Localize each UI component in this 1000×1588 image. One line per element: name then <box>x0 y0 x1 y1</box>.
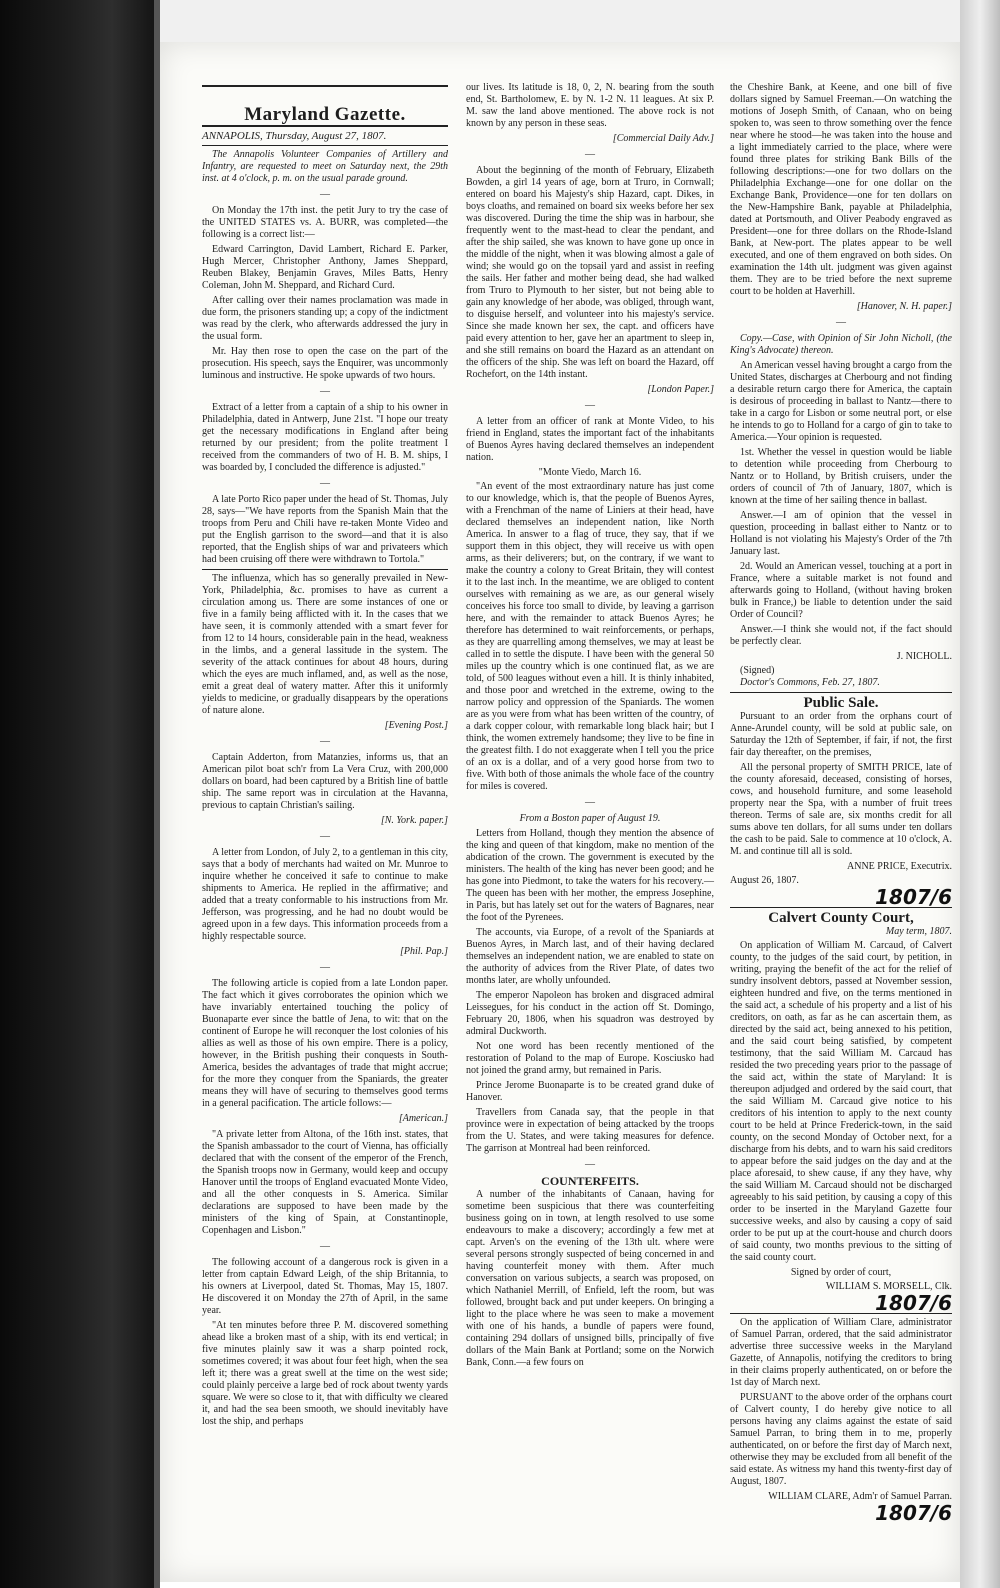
clare-signature: WILLIAM CLARE, Adm'r of Samuel Parran. <box>768 1491 952 1502</box>
nicholl-case-paragraph: An American vessel having brought a cargo from the United States, discharges at Cherbourg and not finding a desirable return cargo there for America, the captain is desirous of proceeding in ballast to Nantz—there to take in a cargo for Lisbon or some neutral port, or else he intends to go to Holland for a cargo of gin to take to America.—Your opinion is requested. <box>730 360 952 443</box>
altona-letter: "A private letter from Altona, of the 16th inst. states, that the Spanish ambassador to the court of Vienna, has officially declared that with the consent of the emperor of the French, the Spanish troops now in Germany, would keep and occupy Hanover until the troops of England evacuated Monte Video, and all the other conquests in S. America. Similar declarations are supposed to have been made by the ministers of the king of Spain, at Constantinople, Copenhagen and Lisbon." <box>202 1129 448 1236</box>
divider: — <box>320 1241 330 1252</box>
boston-heading: From a Boston paper of August 19. <box>519 813 661 824</box>
divider: — <box>320 831 330 842</box>
public-sale-signature: ANNE PRICE, Executrix. <box>847 861 952 872</box>
calvert-court-signature: Signed by order of court, <box>790 1267 892 1278</box>
calvert-court-term: May term, 1807. <box>885 926 952 937</box>
divider: — <box>585 797 595 808</box>
london-letter: A letter from London, of July 2, to a gentleman in this city, says that a body of merchants had waited on Mr. Munroe to inquire whether he conceived it safe to continue to make shipments to America. He replied in the affirmative; and added that a treaty conformable to his instructions from Mr. Jefferson, was progressing, and he had no doubt would be agreed upon in a few days. This information proceeds from a highly respectable source. <box>202 847 448 942</box>
nicholl-case-paragraph: 1st. Whether the vessel in question would be liable to detention while proceeding from Cherbourg to Nantz or to Holland, by British cruisers, under the orders of council of 7th of January, 1807, which is known at the time of her sailing thence in ballast. <box>730 447 952 506</box>
burr-trial-paragraph: Mr. Hay then rose to open the case on the part of the prosecution. His speech, says the Enquirer, was uncommonly luminous and instructive. He spoke upwards of two hours. <box>202 346 448 381</box>
rock-account: The following account of a dangerous rock is given in a letter from captain Edward Leigh, of the ship Britannia, to his owners at Liverpool, dated St. Thomas, May 15, 1807. He discovered it on Monday the 27th of April, in the same year. <box>202 1257 448 1316</box>
newspaper-page <box>160 42 960 1582</box>
source-credit: [N. York. paper.] <box>380 815 448 826</box>
bowden-paragraph: About the beginning of the month of February, Elizabeth Bowden, a girl 14 years of age, born at Truro, in Cornwall; entered on board his Majesty's ship Hazard, capt. Dikes, in boys cloaths, and remained on board six weeks before her sex was discovered. During the time the ship was in harbour, she frequently went to the mast-head to clear the pendant, and after the ship sailed, she was known to have gone up once in the middle of the night, when it was blowing almost a gale of wind; she would go on the topsail yard and assist in reefing the sails. Her father and mother being dead, she had walked from Truro to Plymouth to her sister, but not being able to gain any knowledge of her abode, was obliged, through want, to disguise herself, and volunteer into his majesty's service. Since she made known her sex, the capt. and officers have paid every attention to her, gave her an apartment to sleep in, and she still remains on board the Hazard as an attendant on the officers of the ship. She was left on board the Hazard, off Rochefort, on the 14th instant. <box>466 165 714 380</box>
doctors-commons-date: Doctor's Commons, Feb. 27, 1807. <box>740 677 880 688</box>
public-sale-date: August 26, 1807. <box>730 875 799 886</box>
column-1 <box>202 82 448 1431</box>
divider <box>202 145 448 146</box>
calvert-court-clerk: WILLIAM S. MORSELL, Clk. <box>825 1281 952 1292</box>
divider: — <box>320 386 330 397</box>
nicholl-case-paragraph: Answer.—I am of opinion that the vessel in question, proceeding in ballast either to Nantz or to Holland is not violating his Majesty's Order of the 7th January last. <box>730 510 952 557</box>
handwritten-annotation: 1807/6 <box>875 885 952 909</box>
counterfeits-paragraph: A number of the inhabitants of Canaan, having for sometime been suspicious that there was counterfeiting business going on in town, at length resolved to use some endeavours to make a discovery; accordingly a few met at capt. Arven's on the evening of the 13th ult. where were several persons strongly suspected of being concerned in and having counterfeit money with them. After much conversation on various subjects, a search was proposed, on which Nathaniel Merrill, of Enfield, left the room, but was followed, brought back and put under keepers. On bringing a light to the place where he was seen to make a movement with one of his hands, a bundle of papers were found, containing 294 dollars of unsigned bills, principally of five dollars of the Main Bank at Portland; some on the Norwich Bank, Conn.—a few fours on <box>466 1189 714 1368</box>
source-credit: [Evening Post.] <box>384 720 448 731</box>
nicholl-case-paragraph: Answer.—I think she would not, if the fact should be perfectly clear. <box>730 624 952 647</box>
porto-rico-paragraph: A late Porto Rico paper under the head of St. Thomas, July 28, says—"We have reports from the Spanish Main that the troops from Peru and Chili have re-taken Monte Video and put the English garrison to the sword—and that it is also reported, that the English ships of war and privateers which had been cruising off there were withdrawn to Tortola." <box>202 494 448 565</box>
counterfeits-heading: COUNTERFEITS. <box>541 1174 639 1188</box>
divider: — <box>585 149 595 160</box>
handwritten-annotation: 1807/6 <box>875 1291 952 1315</box>
nicholl-case-heading: Copy.—Case, with Opinion of Sir John Nicholl, (the King's Advocate) thereon. <box>730 333 952 356</box>
divider <box>730 692 952 693</box>
divider: — <box>585 1159 595 1170</box>
rock-account-continued: our lives. Its latitude is 18, 0, 2, N. bearing from the south end, St. Bartholomew, E. by N. 1-2 N. 11 leagues. At six P. M. saw the land above mentioned. The above rock is not known by any person in these seas. <box>466 82 714 129</box>
influenza-paragraph: The influenza, which has so generally prevailed in New-York, Philadelphia, &c. promises to have as current a circulation among us. There are some instances of one or five in a family being afflicted with it. In the cases that we have seen, it is commonly attended with a smart fever for from 12 to 14 hours, considerable pain in the head, weakness in the limbs, and a general lassitude in the system. The severity of the attack continues for about 48 hours, during which the eyes are much inflamed, and, as well as the nose, emit a great deal of watery matter. After this it uniformly yields to medicine, or gradually disappears by the operations of nature alone. <box>202 573 448 716</box>
public-sale-paragraph: All the personal property of SMITH PRICE, late of the county aforesaid, deceased, consisting of horses, cows, and household furniture, and some leasehold property near the Spa, with a number of fruit trees thereon. Terms of sale are, six months credit for all sums above ten dollars, for all sums under ten dollars the cash to be paid. Sale to commence at 10 o'clock, A. M. and continue till all is sold. <box>730 762 952 857</box>
top-margin <box>160 0 960 42</box>
masthead: Maryland Gazette. <box>244 104 406 125</box>
masthead-rule <box>202 85 448 87</box>
source-credit: [Hanover, N. H. paper.] <box>856 301 952 312</box>
monte-video-letter: "An event of the most extraordinary nature has just come to our knowledge, which is, that the people of Buenos Ayres, with a Frenchman of the name of Liniers at their head, have declared themselves an independent nation, like North America. In answer to a flag of truce, they say, that if we support them in this object, they will receive us with open arms, as their deliverers; but, on the contrary, if we want to make the country a colony to Great Britain, they will contest it to the last inch. In the meantime, we are obliged to content ourselves with remaining as we are, as our general wisely conceives his force too small to divide, by leaving a garrison here, and with the remainder to attack Buenos Ayres; he therefore has determined to wait reinforcements, or perhaps, as they are quarrelling among themselves, we may at least be called in to settle the dispute. I have been with the general 50 miles up the country which is one continued flat, as we are told, of 500 leagues without even a hill. It is thinly inhabited, and those poor and wretched in the extreme, owing to the narrow policy and oppression of the Spaniards. The women are as you were from what has been written of the country, of a dark copper colour, with remarkable long black hair; but I think, the women extremely handsome; they live to be fine in the greatest filth. I do not exaggerate when I tell you the price of an ox is a dollar, and of a very good horse from two to five. With both of those animals the whole face of the country for miles is covered. <box>466 481 714 792</box>
divider: — <box>836 317 846 328</box>
boston-paragraph: The accounts, via Europe, of a revolt of the Spaniards at Buenos Ayres, in March last, and of their having declared themselves an independent nation, we are enabled to state on the authority of advices from the River Plate, of dates two months later, are wholly unfounded. <box>466 927 714 986</box>
column-2 <box>466 82 714 1372</box>
divider: — <box>320 736 330 747</box>
divider <box>202 569 448 570</box>
boston-paragraph: Not one word has been recently mentioned of the restoration of Poland to the map of Europe. Kosciusko had not joined the grand army, but remained in Paris. <box>466 1041 714 1076</box>
burr-trial-paragraph: On Monday the 17th inst. the petit Jury to try the case of the UNITED STATES vs. A. BURR, was completed—the following is a correct list:— <box>202 205 448 240</box>
counterfeits-continued: the Cheshire Bank, at Keene, and one bill of five dollars signed by Samuel Freeman.—On watching the motions of Joseph Smith, of Canaan, who on being spoken to, was seen to throw something over the fence near where he stood—he was taken into the house and a light immediately carried to the place, where were found three plates for striking Bank Bills of the following descriptions:—one for two dollars on the Philadelphia Exchange—one for one dollar on the Exchange Bank, Providence—one for ten dollars on the New-Hampshire Bank, payable at Philadelphia, dated at Portsmouth, and Oliver Peabody engraved as President—one for three dollars on the Rhode-Island Bank, at New-port. The plates appear to be well executed, and one of them engraved on both sides. On examination the 14th ult. judgment was given against them. They are to be tried before the next supreme court to be holden at Haverhill. <box>730 82 952 297</box>
public-sale-paragraph: Pursuant to an order from the orphans court of Anne-Arundel county, will be sold at public sale, on Saturday the 12th of September, if fair, if not, the first fair day thereafter, on the premises, <box>730 711 952 758</box>
dateline: ANNAPOLIS, Thursday, August 27, 1807. <box>202 130 387 142</box>
rock-account: "At ten minutes before three P. M. discovered something ahead like a broken mast of a ship, with its end vertical; in five minutes plainly saw it was a sharp pointed rock, sometimes covered; it was about four feet high, when the sea left it; there was a great swell at the time on the west side; could plainly perceive a large bed of rock about twenty yards square. We were so close to it, that with difficulty we cleared it, and had the sea been smooth, we should inevitably have lost the ship, and perhaps <box>202 1320 448 1427</box>
source-credit: [Phil. Pap.] <box>399 946 448 957</box>
boston-paragraph: Travellers from Canada say, that the people in that province were in expectation of being attacked by the troops from the U. States, and were taking measures for defence. The garrison at Montreal had been reinforced. <box>466 1107 714 1154</box>
divider: — <box>320 478 330 489</box>
calvert-court-paragraph: On application of William M. Carcaud, of Calvert county, to the judges of the said court, by petition, in writing, praying the benefit of the act for the relief of sundry insolvent debtors, passed at November session, eighteen hundred and five, on the terms mentioned in the said act, a schedule of his property and a list of his creditors, on oath, as far as he can ascertain them, as directed by the said act, being annexed to his petition, and the said court being satisfied, by competent testimony, that the said William M. Carcaud has resided the two preceding years prior to the passage of the said act, within the state of Maryland: It is thereupon adjudged and ordered by the said court, that the said William M. Carcaud give notice to his creditors of his intention to apply to the next county court to be held at Prince Frederick-town, in the said county, on the second Monday of October next, for a discharge from his debts, and to warn his said creditors to appear before the said judges on the day and at the place aforesaid, to shew cause, if any they have, why the said William M. Carcaud should not be discharged agreeably to his said petition, by causing a copy of this order to be inserted in the Maryland Gazette four successive weeks, and also by causing a copy of said order to be put up at the court-house and church doors of said county, two months previous to the sitting of the said county court. <box>730 940 952 1263</box>
calvert-court-heading: Calvert County Court, <box>768 910 914 926</box>
source-credit: [Commercial Daily Adv.] <box>612 133 714 144</box>
pursuant-paragraph: PURSUANT to the above order of the orphans court of Calvert county, I do hereby give notice to all persons having any claims against the estate of said Samuel Parran, to bring them in to me, properly authenticated, on or before the first day of March next, otherwise they may be excluded from all benefit of the said estate. As witness my hand this twenty-first day of August, 1807. <box>730 1392 952 1487</box>
burr-trial-paragraph: After calling over their names proclamation was made in due form, the prisoners standing up; a copy of the indictment was read by the clerk, who afterwards addressed the jury in the usual form. <box>202 295 448 342</box>
masthead-rule <box>202 125 448 127</box>
column-3 <box>730 82 952 1523</box>
monte-video-intro: A letter from an officer of rank at Monte Video, to his friend in England, states the important fact of the inhabitants of Buenos Ayres having declared themselves an independent nation. <box>466 416 714 463</box>
clare-order-paragraph: On the application of William Clare, administrator of Samuel Parran, ordered, that the said administrator advertise three successive weeks in the Maryland Gazette, of Annapolis, notifying the creditors to bring in their claims properly authenticated, on or before the 1st day of March next. <box>730 1317 952 1388</box>
page-edge <box>960 0 1000 1588</box>
boston-paragraph: Letters from Holland, though they mention the absence of the king and queen of that kingdom, make no mention of the abdication of the crown. The government is executed by the ministers. The health of the king has never been good; and he has gone into Piedmont, to take the waters for his recovery.—The queen has been with her mother, the empress Josephine, in Paris, but has lately set out for the waters of Bagnares, near the foot of the Pyrenees. <box>466 828 714 923</box>
source-credit: [American.] <box>398 1113 448 1124</box>
nicholl-signature: J. NICHOLL. <box>896 651 952 662</box>
source-credit: [London Paper.] <box>647 384 714 395</box>
public-sale-heading: Public Sale. <box>803 695 879 711</box>
handwritten-annotation: 1807/6 <box>875 1501 952 1525</box>
boston-paragraph: Prince Jerome Buonaparte is to be created grand duke of Hanover. <box>466 1080 714 1103</box>
divider: — <box>320 962 330 973</box>
london-article-intro: The following article is copied from a late London paper. The fact which it gives corroborates the opinion which we have invariably entertained touching the policy of Buonaparte ever since the battle of Jena, to wit: that on the continent of Europe he will reconquer the lost colonies of his allies as well as those of his own empire. There is a policy, however, in the British pushing their conquests in South-America, besides the advantages of trade that might accrue; for the more they conquer from the Spaniards, the greater means they will have of securing to themselves good terms in a general pacification. The article follows:— <box>202 978 448 1109</box>
monte-video-dateline: "Monte Viedo, March 16. <box>538 467 642 478</box>
nicholl-case-paragraph: 2d. Would an American vessel, touching at a port in France, where a suitable market is not found and afterwards going to Holland, (without having broken bulk in France,) be liable to detention under the said Order of Council? <box>730 561 952 620</box>
signed-label: (Signed) <box>740 665 775 676</box>
adderton-paragraph: Captain Adderton, from Matanzies, informs us, that an American pilot boat sch'r from La Vera Cruz, with 200,000 dollars on board, had been captured by a British line of battle ship. The same report was in circulation at the Havanna, previous to captain Christian's sailing. <box>202 752 448 811</box>
volunteer-notice: The Annapolis Volunteer Companies of Artillery and Infantry, are requested to meet on Saturday next, the 29th inst. at 4 o'clock, p. m. on the usual parade ground. <box>202 149 448 184</box>
book-binding <box>0 0 160 1588</box>
burr-trial-paragraph: Edward Carrington, David Lambert, Richard E. Parker, Hugh Mercer, Christopher Anthony, James Sheppard, Reuben Blakey, Benjamin Graves, Miles Batts, Henry Coleman, John M. Sheppard, and Richard Curd. <box>202 244 448 291</box>
divider: — <box>320 189 330 200</box>
divider: — <box>585 400 595 411</box>
antwerp-letter: Extract of a letter from a captain of a ship to his owner in Philadelphia, dated in Antwerp, June 21st. "I hope our treaty get the necessary modifications in England after being returned by our president; from the polite treatment I received from the commanders of two of H. B. M. ships, I was boarded by, I concluded the difference is adjusted." <box>202 402 448 473</box>
boston-paragraph: The emperor Napoleon has broken and disgraced admiral Leissegues, for his conduct in the action off St. Domingo, February 20, 1806, when his squadron was destroyed by admiral Duckworth. <box>466 990 714 1037</box>
